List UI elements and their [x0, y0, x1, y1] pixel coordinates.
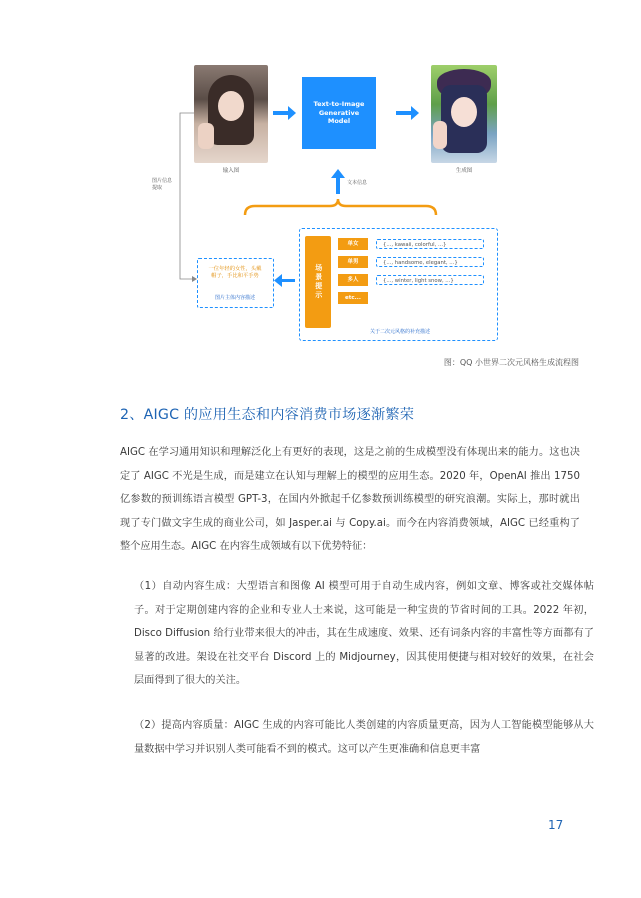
figure-caption: 图：QQ 小世界二次元风格生成流程图 [443, 358, 579, 367]
page-number: 17 [548, 818, 564, 832]
tag-label: 多人 [338, 274, 368, 286]
tag-desc: {..., kawaii, colorful, ...} [376, 239, 484, 249]
paragraph: （1）自动内容生成：大型语言和图像 AI 模型可用于自动生成内容，例如文章、博客或社交媒体帖子。对于定期创建内容的企业和专业人士来说，这可能是一种宝贵的节省时间的工具。2022 年初，Disco Diffusion 给行业带来很大的冲击，其在生成速度、效果、还有词条内容的丰富性等方面都有了显著的改进。架设在社交平台 Discord 上的 Midjourney，因其使用便捷与相对较好的效果，在社会层面得到了很大的关注。 [134, 581, 594, 686]
scene-label [305, 236, 331, 328]
brace-icon [245, 199, 436, 215]
paragraph: （2）提高内容质量：AIGC 生成的内容可能比人类创建的内容质量更高，因为人工智能模型能够从大量数据中学习并识别人类可能看不到的模式。这可以产生更准确和信息更丰富 [134, 720, 594, 755]
paragraph: AIGC 在学习通用知识和理解泛化上有更好的表现，这是之前的生成模型没有体现出来的能力。这也决定了 AIGC 不光是生成，而是建立在认知与理解上的模型的应用生态。2020 年，OpenAI 推出 1750 亿参数的预训练语言模型 GPT-3，在国内外掀起千亿参数预训练模型的研究浪潮。实际上，那时就出现了专门做文字生成的商业公司，如 Jasper.ai 与 Copy.ai。而今在内容消费领域，AIGC 已经重构了整个应用生态。AIGC 在内容生成领域有以下优势特征： [120, 447, 580, 552]
tag-label: 单男 [338, 256, 368, 268]
model-box: Text-to-Image Generative Model [302, 77, 376, 149]
text-info-label: 文本信息 [347, 180, 368, 186]
arrow-right-icon [273, 106, 296, 120]
arrow-right-icon [396, 106, 419, 120]
output-label: 生成图 [455, 168, 473, 174]
main-desc-caption: 图片主体内容描述 [214, 295, 255, 301]
style-caption: 关于二次元风格的补充描述 [369, 329, 430, 335]
extract-label: 图片信息 提取 [152, 178, 173, 191]
arrow-left-icon [274, 274, 295, 287]
input-label: 输入图 [222, 168, 240, 174]
main-desc-text: 一位年轻的女性，头戴 帽子，手比和平手势 [208, 266, 262, 280]
tag-label: etc... [338, 292, 368, 304]
section-heading: 2、AIGC 的应用生态和内容消费市场逐渐繁荣 [120, 407, 415, 423]
arrow-up-icon [331, 169, 345, 194]
tag-label: 单女 [338, 238, 368, 250]
scene-label-text: 场景提示 [314, 264, 323, 300]
tag-desc: {..., winter, light snow, ...} [376, 275, 484, 285]
tag-desc: {..., handsome, elegant, ...} [376, 257, 484, 267]
